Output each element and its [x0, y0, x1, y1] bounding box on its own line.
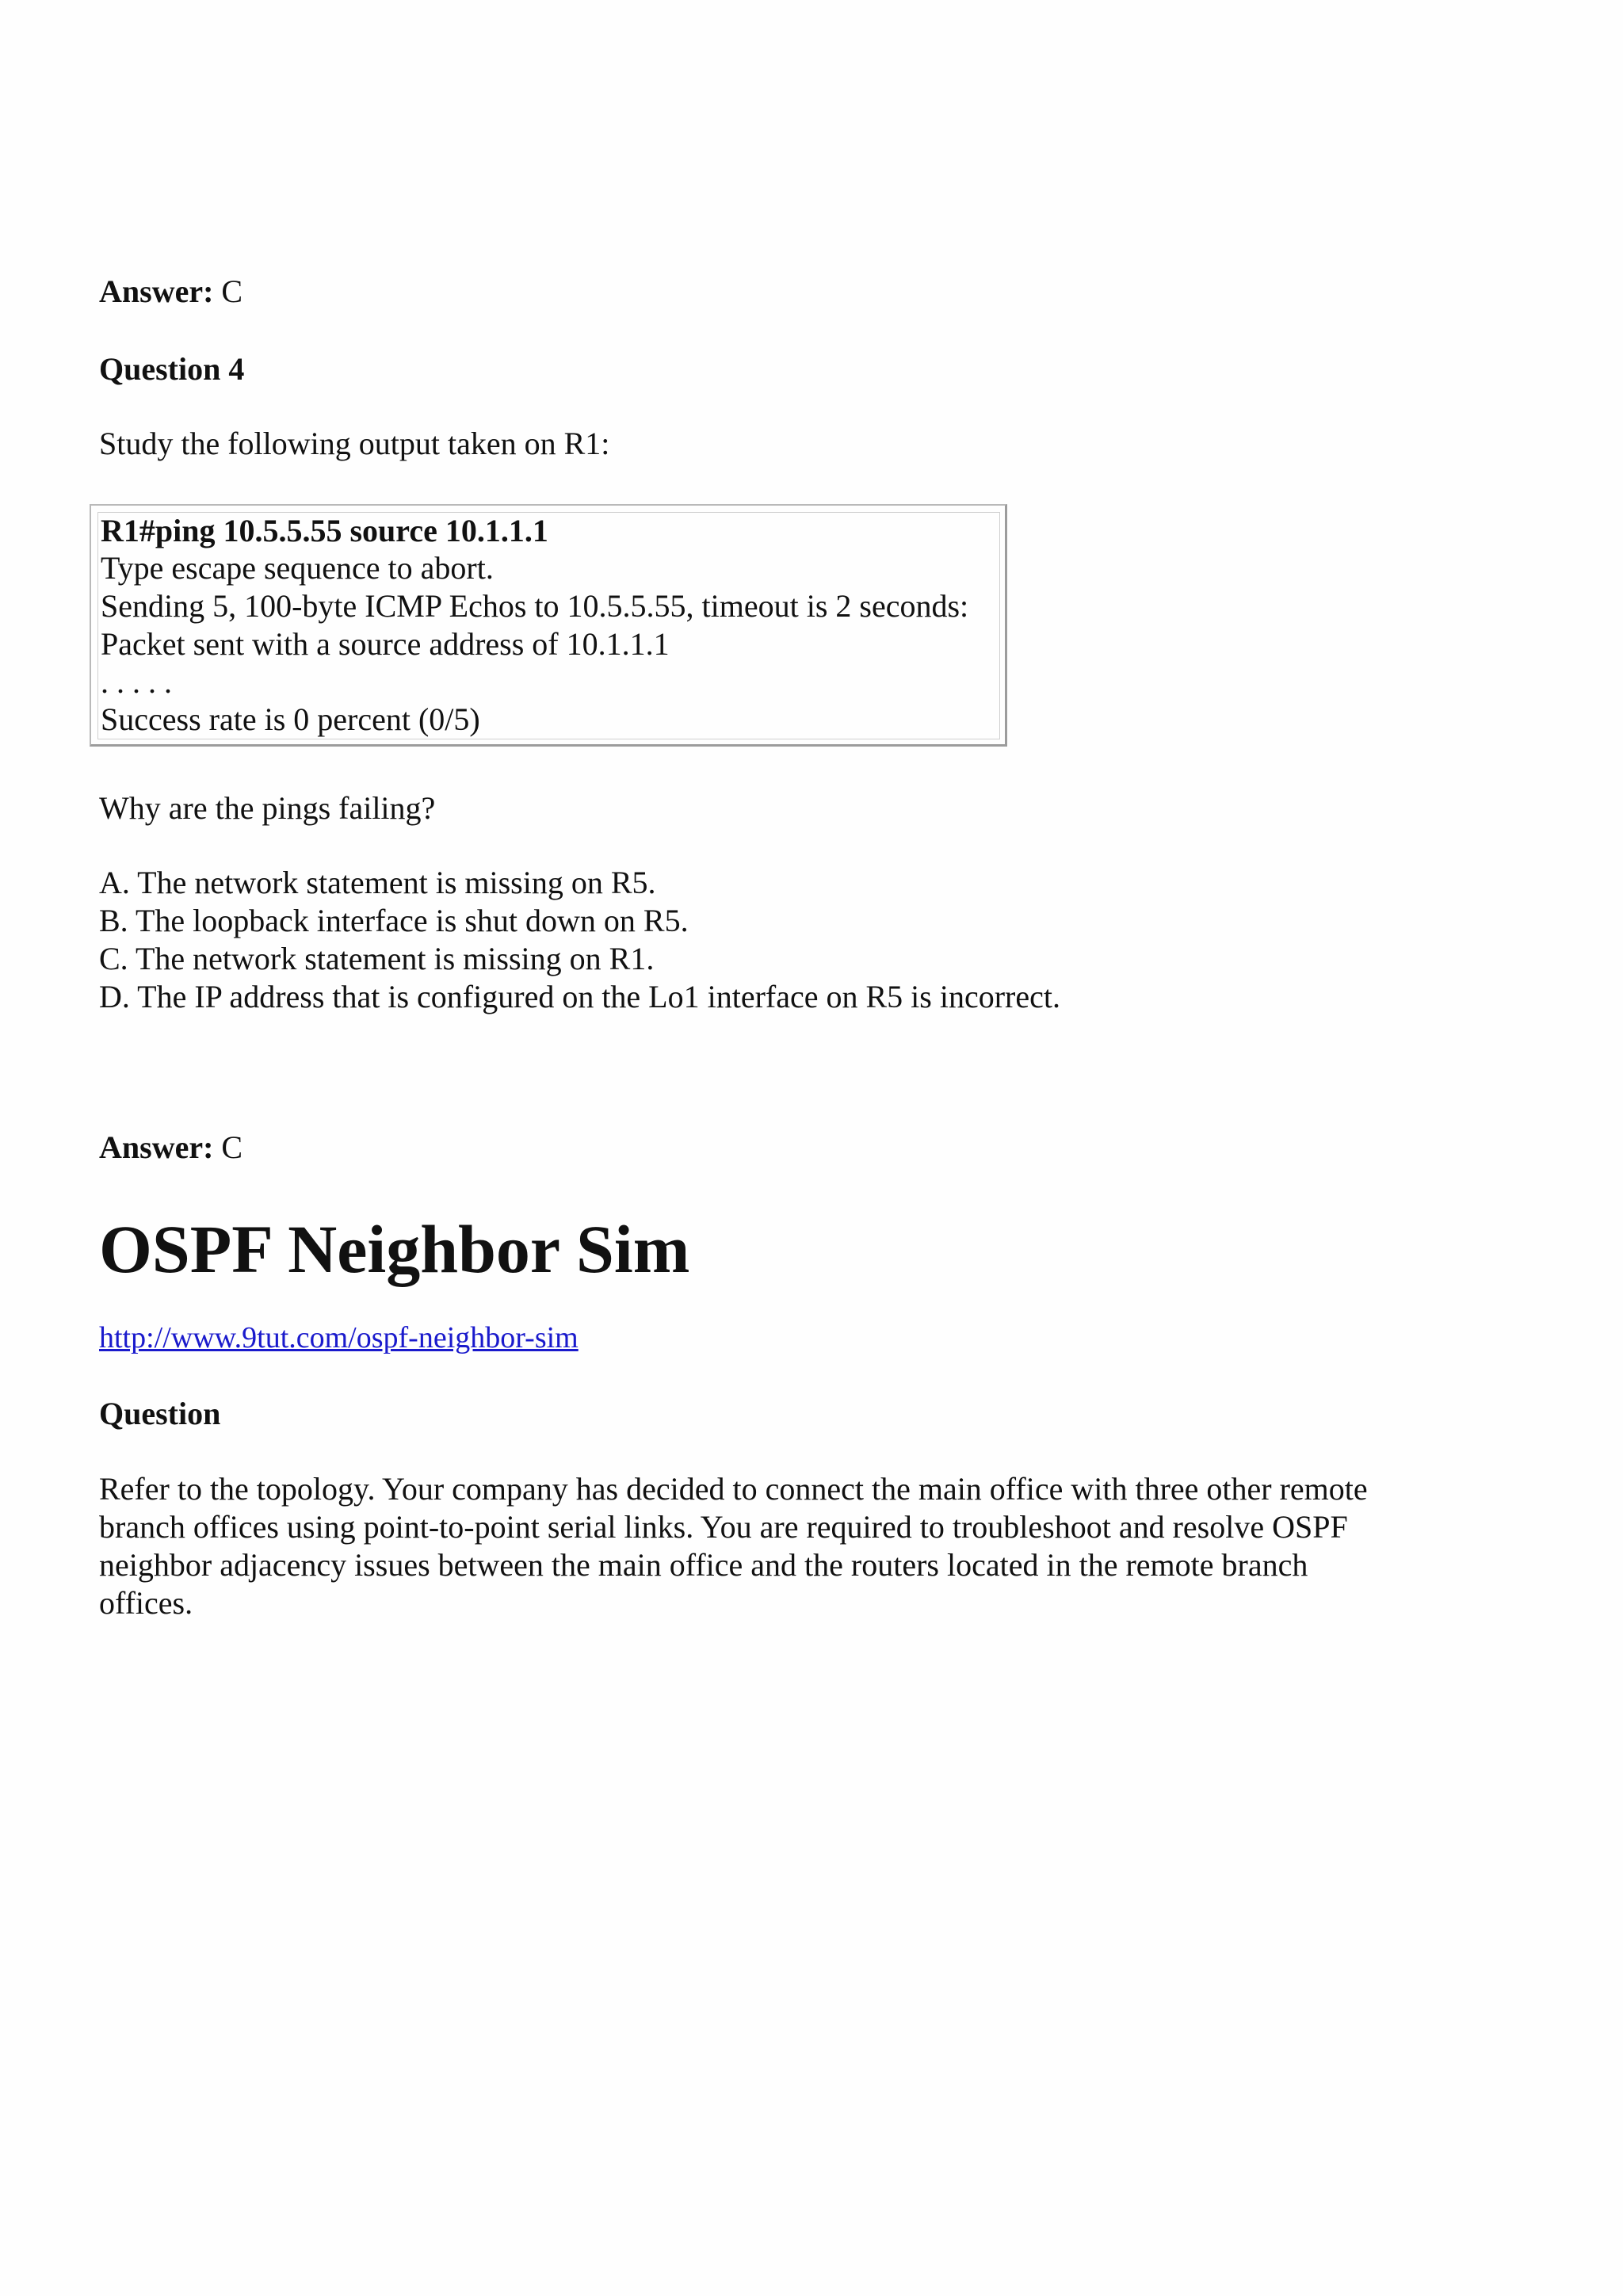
- paragraph-line: offices.: [99, 1585, 193, 1621]
- answer-line-2: [99, 1129, 242, 1167]
- answer-option-b: B. The loopback interface is shut down on R5.: [99, 903, 689, 938]
- output-line: Type escape sequence to abort.: [101, 550, 494, 586]
- output-line: . . . . .: [101, 664, 172, 700]
- answer-option-c: C. The network statement is missing on R1.: [99, 941, 655, 976]
- answer-label: Answer:: [99, 1129, 214, 1165]
- section-heading: OSPF Neighbor Sim: [99, 1211, 690, 1287]
- command-line: R1#ping 10.5.5.55 source 10.1.1.1: [101, 513, 548, 548]
- paragraph-line: neighbor adjacency issues between the main office and the routers located in the remote branch: [99, 1547, 1308, 1583]
- paragraph-line: branch offices using point-to-point serial links. You are required to troubleshoot and resolve OSPF: [99, 1509, 1348, 1545]
- question-title: Question: [99, 1396, 221, 1431]
- answer-label: Answer:: [99, 273, 214, 309]
- output-line: Sending 5, 100-byte ICMP Echos to 10.5.5.55, timeout is 2 seconds:: [101, 588, 969, 624]
- question-4-prompt: Why are the pings failing?: [99, 790, 436, 826]
- question-4-title: Question 4: [99, 351, 245, 387]
- source-link[interactable]: http://www.9tut.com/ospf-neighbor-sim: [99, 1321, 579, 1354]
- answer-value: C: [221, 1129, 243, 1165]
- question-paragraph: [99, 1470, 1430, 1622]
- answer-line-1: [99, 273, 242, 311]
- question-4-intro: Study the following output taken on R1:: [99, 426, 610, 461]
- paragraph-line: Refer to the topology. Your company has decided to connect the main office with three other remote: [99, 1471, 1368, 1507]
- command-output-box: [90, 504, 1007, 747]
- output-line: Packet sent with a source address of 10.1.1.1: [101, 626, 670, 662]
- output-line: Success rate is 0 percent (0/5): [101, 701, 480, 737]
- answer-option-a: A. The network statement is missing on R5.: [99, 865, 656, 900]
- answer-value: C: [221, 273, 243, 309]
- answer-option-d: D. The IP address that is configured on the Lo1 interface on R5 is incorrect.: [99, 979, 1060, 1014]
